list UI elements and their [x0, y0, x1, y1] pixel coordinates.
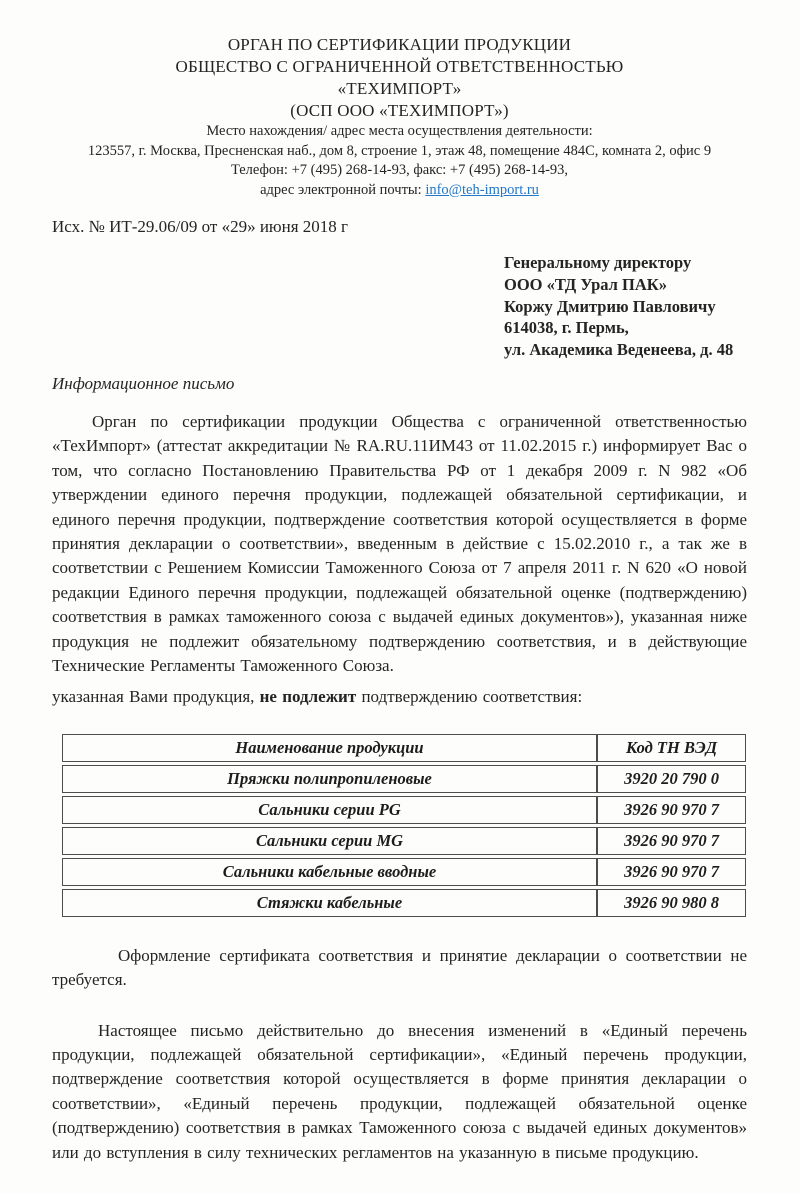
product-name-cell: Стяжки кабельные	[62, 889, 597, 917]
phone-fax-line: Телефон: +7 (495) 268-14-93, факс: +7 (495) 268-14-93,	[230, 162, 569, 178]
product-name-cell: Сальники кабельные вводные	[62, 858, 597, 886]
letterhead	[52, 34, 747, 200]
recipient-line: Генеральному директору	[504, 253, 692, 272]
org-title-line1: ОРГАН ПО СЕРТИФИКАЦИИ ПРОДУКЦИИ	[227, 35, 572, 54]
org-title-line4: (ОСП ООО «ТЕХИМПОРТ»)	[290, 101, 509, 120]
product-codes-table	[62, 731, 746, 920]
table-row	[62, 765, 746, 793]
recipient-block	[504, 252, 750, 361]
letter-subject: Информационное письмо	[52, 373, 235, 393]
table-row	[62, 858, 746, 886]
tnved-code-cell: 3926 90 970 7	[597, 827, 746, 855]
product-name-cell: Пряжки полипропиленовые	[62, 765, 597, 793]
recipient-line: 614038, г. Пермь,	[504, 318, 629, 338]
email-label: адрес электронной почты:	[260, 181, 422, 198]
table-row	[62, 796, 746, 824]
lead-in-suffix: подтверждению соответствия:	[356, 687, 583, 707]
product-name-cell: Сальники серии MG	[62, 827, 597, 855]
product-name-cell: Сальники серии PG	[62, 796, 597, 824]
org-title-line3: «ТЕХИМПОРТ»	[337, 79, 462, 98]
body-paragraph-3: Настоящее письмо действительно до внесения изменений в «Единый перечень продукции, подлежащей обязательной сертификации», «Единый перечень продукции, подтверждение соответствия которой осуществляется в форме принятия декларации о соответствии», «Единый перечень продукции, подлежащей обязательной оценке (подтверждению) соответствия в рамках Таможенного союза с выдачей единых документов» или до вступления в силу технических регламентов на указанную в письме продукцию.	[52, 1020, 747, 1162]
header-product-name: Наименование продукции	[62, 734, 597, 762]
email-link[interactable]: info@teh-import.ru	[425, 181, 539, 198]
tnved-code-cell: 3926 90 970 7	[597, 796, 746, 824]
table-row	[62, 827, 746, 855]
body-paragraph-1: Орган по сертификации продукции Общества с ограниченной ответственностью «ТехИмпорт» (аттестат аккредитации № RA.RU.11ИМ43 от 11.02.2015 г.) информирует Вас о том, что согласно Постановлению Правительства РФ от 1 декабря 2009 г. N 982 «Об утверждении единого перечня продукции, подлежащей обязательной сертификации, и единого перечня продукции, подтверждение соответствия которой осуществляется в форме принятия декларации о соответствии», введенным в действие с 15.02.2010 г., а так же в соответствии с Решением Комиссии Таможенного Союза от 7 апреля 2011 г. N 620 «О новой редакции Единого перечня продукции, подлежащей обязательной оценке (подтверждению) соответствия в рамках таможенного союза с выдачей единых документов»), указанная ниже продукция не подлежит обязательному подтверждению соответствия, и в действующие Технические Регламенты Таможенного Союза.	[52, 411, 747, 676]
lead-in-line	[52, 685, 747, 709]
table-row	[62, 889, 746, 917]
org-title-line2: ОБЩЕСТВО С ОГРАНИЧЕННОЙ ОТВЕТСТВЕННОСТЬЮ	[175, 57, 624, 76]
table-header-row	[62, 734, 746, 762]
address-label: Место нахождения/ адрес места осуществления деятельности:	[206, 123, 593, 139]
recipient-line: ул. Академика Веденеева, д. 48	[504, 340, 734, 360]
address-line: 123557, г. Москва, Пресненская наб., дом 8, строение 1, этаж 48, помещение 484С, комната 2, офис 9	[87, 142, 712, 159]
tnved-code-cell: 3926 90 970 7	[597, 858, 746, 886]
email-line	[52, 181, 747, 201]
body-paragraph-2: Оформление сертификата соответствия и принятие декларации о соответствии не требуется.	[52, 945, 747, 990]
recipient-line: Коржу Дмитрию Павловичу	[504, 296, 716, 316]
lead-in-bold: не подлежит	[259, 687, 357, 707]
tnved-code-cell: 3920 20 790 0	[597, 765, 746, 793]
outgoing-ref-line: Исх. № ИТ-29.06/09 от «29» июня 2018 г	[52, 217, 349, 236]
tnved-code-cell: 3926 90 980 8	[597, 889, 746, 917]
recipient-line: ООО «ТД Урал ПАК»	[504, 274, 667, 294]
header-tnved-code: Код ТН ВЭД	[597, 734, 746, 762]
lead-in-prefix: указанная Вами продукция,	[52, 687, 260, 707]
